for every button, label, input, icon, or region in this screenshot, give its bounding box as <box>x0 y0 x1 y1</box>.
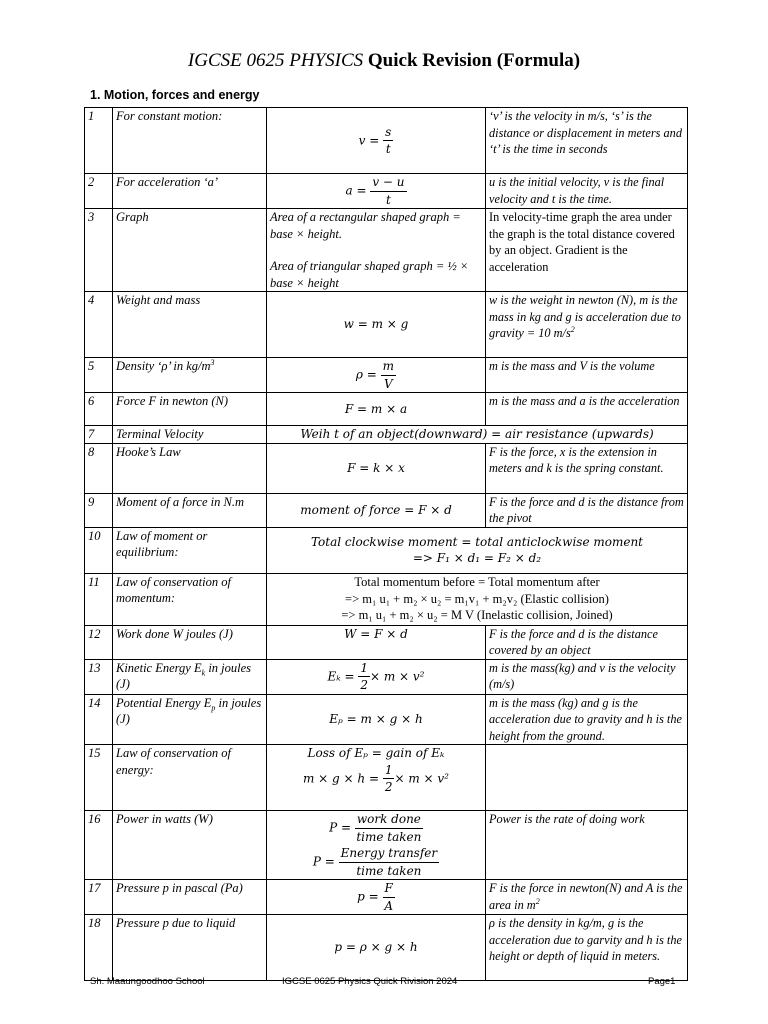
row-explanation: In velocity-time graph the area under the graph is the total distance covered by an object. Gradient is the acceleration <box>486 209 688 292</box>
formula-line: => m₁ u₁ + m₂ × u₂ = m₁v₁ + m₂v₂ (Elastic collision) <box>345 591 609 606</box>
table-row <box>85 493 688 527</box>
row-formula: ρ = $\frac{m}{V}$ <box>267 358 486 393</box>
formula-line: Total clockwise moment = total anticlockwise moment <box>310 534 643 549</box>
formula-table <box>84 107 688 981</box>
row-number: 13 <box>85 659 113 694</box>
row-topic: For constant motion: <box>113 108 267 174</box>
formula-line: Total momentum before = Total momentum after <box>354 575 600 590</box>
footer-school: Sh. Maaungoodhoo School <box>90 976 205 987</box>
table-row <box>85 745 688 811</box>
row-number: 17 <box>85 880 113 915</box>
row-topic: Kinetic Energy $E_k$ in joules (J) <box>113 659 267 694</box>
row-topic: Force F in newton (N) <box>113 393 267 426</box>
topic-text-2: joules (J) <box>116 695 262 726</box>
row-number: 10 <box>85 527 113 573</box>
row-topic: Potential Energy $E_p$ in joules (J) <box>113 694 267 745</box>
row-explanation: F is the force and d is the distance from the pivot <box>486 493 688 527</box>
row-topic: Hooke’s Law <box>113 443 267 493</box>
row-topic: Terminal Velocity <box>113 426 267 444</box>
title-bold: Quick Revision (Formula) <box>367 50 581 71</box>
row-number: 14 <box>85 694 113 745</box>
table-row <box>85 174 688 209</box>
explanation-text: w is the weight in newton (N), m is the mass in kg and g is acceleration due to gravity = 10 m/s <box>489 293 681 340</box>
table-row <box>85 209 688 292</box>
footer-page-number: Page1 <box>648 976 676 987</box>
row-formula: F = m × a <box>267 393 486 426</box>
row-number: 15 <box>85 745 113 811</box>
row-explanation: m is the mass and V is the volume <box>486 358 688 393</box>
formula-line: Area of triangular shaped graph = ½ × base × height <box>270 259 469 290</box>
table-row <box>85 358 688 393</box>
topic-text: Density ‘ρ’ in kg/m <box>116 359 211 373</box>
row-formula: moment of force = F × d <box>267 493 486 527</box>
row-topic: Density ‘ρ’ in $kg/m^3$ <box>113 358 267 393</box>
row-formula <box>267 209 486 292</box>
row-topic: Weight and mass <box>113 292 267 358</box>
row-topic: Moment of a force in N.m <box>113 493 267 527</box>
row-formula: p = ρ × g × h <box>267 915 486 981</box>
row-formula: Eₚ = m × g × h <box>267 694 486 745</box>
row-explanation: ρ is the density in kg/m, g is the acceleration due to garvity and h is the height or depth of liquid in meters. <box>486 915 688 981</box>
row-formula: w = m × g <box>267 292 486 358</box>
row-topic: For acceleration ‘a’ <box>113 174 267 209</box>
row-formula: F = k × x <box>267 443 486 493</box>
row-explanation: m is the mass(kg) and v is the velocity (m/s) <box>486 659 688 694</box>
row-number: 6 <box>85 393 113 426</box>
row-number: 18 <box>85 915 113 981</box>
explanation-text: F is the force in newton(N) and A is the area in m <box>489 881 683 912</box>
topic-text: Kinetic Energy E <box>116 660 202 675</box>
row-topic: Graph <box>113 209 267 292</box>
row-formula: Weih t of an object(downward) = air resistance (upwards) <box>267 426 688 444</box>
row-explanation: m is the mass and a is the acceleration <box>486 393 688 426</box>
row-number: 16 <box>85 811 113 880</box>
table-row <box>85 527 688 573</box>
row-formula: Eₖ = $\frac{1}{2}$ × m × v² <box>267 659 486 694</box>
footer-document-title: IGCSE 0625 Physics Quick Rivision 2024 <box>282 976 458 987</box>
topic-text: Potential Energy E <box>116 695 212 710</box>
formula-line: Area of a rectangular shaped graph = base × height. <box>270 210 461 241</box>
row-number: 11 <box>85 573 113 625</box>
table-row <box>85 426 688 444</box>
row-number: 9 <box>85 493 113 527</box>
row-explanation: F is the force and d is the distance covered by an object <box>486 625 688 659</box>
table-row <box>85 573 688 625</box>
table-row <box>85 880 688 915</box>
row-formula: W = F × d <box>267 625 486 659</box>
topic-text-2: joules (J) <box>116 660 252 691</box>
table-row <box>85 811 688 880</box>
row-explanation: F is the force, x is the extension in meters and k is the spring constant. <box>486 443 688 493</box>
table-row <box>85 393 688 426</box>
table-row <box>85 108 688 174</box>
row-number: 3 <box>85 209 113 292</box>
row-formula: p = $\frac{F}{A}$ <box>267 880 486 915</box>
section-heading: 1. Motion, forces and energy <box>90 88 260 102</box>
table-row <box>85 659 688 694</box>
row-formula <box>267 573 688 625</box>
table-row <box>85 443 688 493</box>
row-topic: Pressure p in pascal (Pa) <box>113 880 267 915</box>
row-topic: Work done W joules (J) <box>113 625 267 659</box>
row-explanation: w is the weight in newton (N), m is the mass in kg and g is acceleration due to gravity = 10 $m/s^2$ <box>486 292 688 358</box>
row-topic: Pressure p due to liquid <box>113 915 267 981</box>
row-explanation: Power is the rate of doing work <box>486 811 688 880</box>
row-number: 7 <box>85 426 113 444</box>
row-topic: Law of conservation of momentum: <box>113 573 267 625</box>
row-topic: Law of conservation of energy: <box>113 745 267 811</box>
row-explanation: m is the mass (kg) and g is the acceleration due to gravity and h is the height from the ground. <box>486 694 688 745</box>
row-formula: P = $\frac{\text{work done}}{\text{time taken}}$ P = $\frac{\text{Energy transfer}}{\text{time taken}}$ <box>267 811 486 880</box>
table-row <box>85 625 688 659</box>
row-formula <box>267 527 688 573</box>
page-title <box>0 50 768 72</box>
row-formula: a = $\frac{v - u}{t}$ <box>267 174 486 209</box>
table-row <box>85 694 688 745</box>
row-explanation: u is the initial velocity, v is the final velocity and t is the time. <box>486 174 688 209</box>
formula-line: => m₁ u₁ + m₂ × u₂ = M V (Inelastic collision, Joined) <box>341 608 613 623</box>
row-number: 4 <box>85 292 113 358</box>
row-number: 12 <box>85 625 113 659</box>
formula-line: => F₁ × d₁ = F₂ × d₂ <box>412 551 542 565</box>
row-explanation <box>486 745 688 811</box>
row-topic: Power in watts (W) <box>113 811 267 880</box>
table-row <box>85 292 688 358</box>
row-number: 8 <box>85 443 113 493</box>
row-formula: v = $\frac{s}{t}$ <box>267 108 486 174</box>
row-number: 1 <box>85 108 113 174</box>
formula-line: Loss of Eₚ = gain of Eₖ <box>307 746 445 760</box>
title-italic: IGCSE 0625 PHYSICS <box>187 50 364 71</box>
row-topic: Law of moment or equilibrium: <box>113 527 267 573</box>
row-explanation: F is the force in newton(N) and A is the area in $m^2$ <box>486 880 688 915</box>
table-row <box>85 915 688 981</box>
row-number: 2 <box>85 174 113 209</box>
row-formula: Loss of Eₚ = gain of Eₖ m × g × h = $\frac{1}{2}$ × m × v² <box>267 745 486 811</box>
row-number: 5 <box>85 358 113 393</box>
row-explanation: ‘v’ is the velocity in m/s, ‘s’ is the distance or displacement in meters and ‘t’ is the time in seconds <box>486 108 688 174</box>
